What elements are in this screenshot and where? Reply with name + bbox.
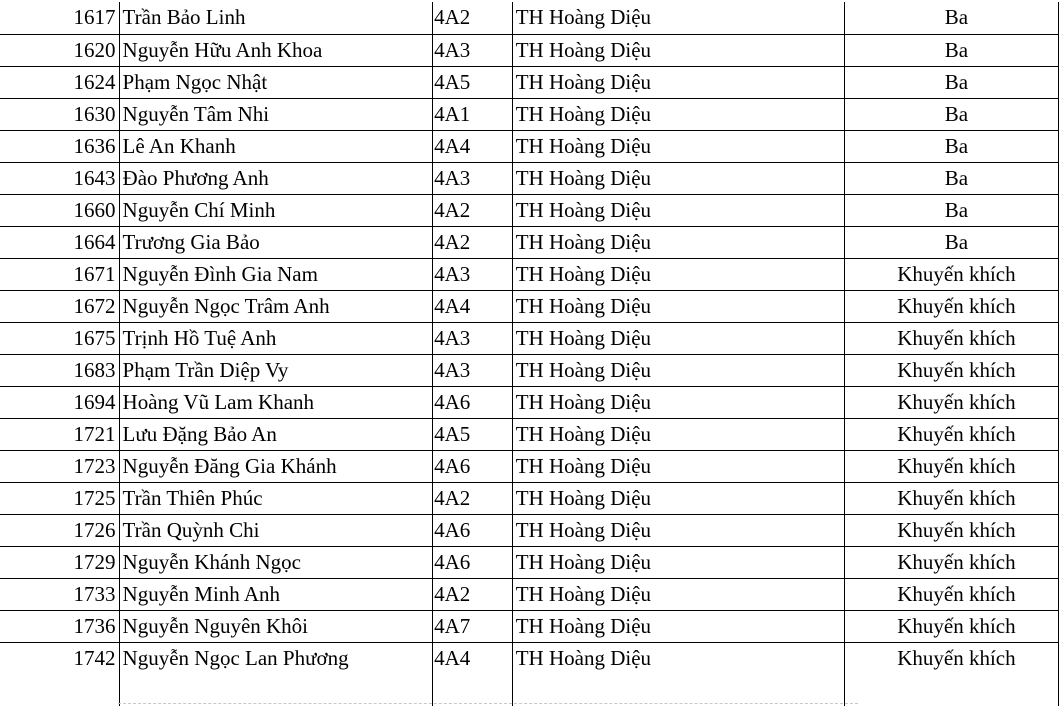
prize-cell[interactable]: Khuyến khích [844, 258, 1058, 290]
school-cell[interactable]: TH Hoàng Diệu [512, 642, 844, 706]
table-row [0, 98, 1059, 130]
student-id-cell[interactable]: 1672 [0, 290, 119, 322]
prize-cell[interactable]: Khuyến khích [844, 610, 1058, 642]
table-row [0, 514, 1059, 546]
table-row [0, 482, 1059, 514]
class-cell[interactable]: 4A3 [432, 258, 512, 290]
prize-cell[interactable]: Ba [844, 98, 1058, 130]
student-id-cell[interactable]: 1721 [0, 418, 119, 450]
student-id-cell[interactable]: 1624 [0, 66, 119, 98]
prize-cell[interactable]: Ba [844, 130, 1058, 162]
class-cell[interactable]: 4A4 [432, 642, 512, 706]
student-name-cell[interactable]: Nguyễn Ngọc Lan Phương [119, 642, 432, 706]
student-name-cell[interactable]: Nguyễn Chí Minh [119, 194, 432, 226]
page-break-line [118, 703, 858, 705]
table-row [0, 354, 1059, 386]
prize-cell[interactable]: Ba [844, 66, 1058, 98]
student-name-cell[interactable]: Phạm Trần Diệp Vy [119, 354, 432, 386]
student-name-cell[interactable]: Trần Thiên Phúc [119, 482, 432, 514]
class-cell[interactable]: 4A5 [432, 66, 512, 98]
class-cell[interactable]: 4A6 [432, 386, 512, 418]
school-cell[interactable]: TH Hoàng Diệu [512, 578, 844, 610]
table-row [0, 194, 1059, 226]
prize-cell[interactable]: Ba [844, 226, 1058, 258]
school-cell[interactable]: TH Hoàng Diệu [512, 546, 844, 578]
school-cell[interactable]: TH Hoàng Diệu [512, 290, 844, 322]
student-name-cell[interactable]: Nguyễn Minh Anh [119, 578, 432, 610]
class-cell[interactable]: 4A2 [432, 226, 512, 258]
prize-cell[interactable]: Khuyến khích [844, 578, 1058, 610]
table-row [0, 66, 1059, 98]
class-cell[interactable]: 4A2 [432, 194, 512, 226]
student-name-cell[interactable]: Trương Gia Bảo [119, 226, 432, 258]
student-id-cell[interactable]: 1729 [0, 546, 119, 578]
table-row [0, 610, 1059, 642]
table-row [0, 2, 1059, 34]
school-cell[interactable]: TH Hoàng Diệu [512, 2, 844, 34]
student-name-cell[interactable]: Nguyễn Tâm Nhi [119, 98, 432, 130]
class-cell[interactable]: 4A3 [432, 162, 512, 194]
student-id-cell[interactable]: 1660 [0, 194, 119, 226]
class-cell[interactable]: 4A7 [432, 610, 512, 642]
student-id-cell[interactable]: 1636 [0, 130, 119, 162]
prize-cell[interactable]: Khuyến khích [844, 514, 1058, 546]
prize-cell[interactable]: Khuyến khích [844, 642, 1058, 706]
class-cell[interactable]: 4A3 [432, 354, 512, 386]
student-name-cell[interactable]: Trần Quỳnh Chi [119, 514, 432, 546]
prize-cell[interactable]: Ba [844, 2, 1058, 34]
school-cell[interactable]: TH Hoàng Diệu [512, 162, 844, 194]
prize-cell[interactable]: Khuyến khích [844, 546, 1058, 578]
table-row [0, 130, 1059, 162]
table-row [0, 386, 1059, 418]
prize-cell[interactable]: Ba [844, 162, 1058, 194]
prize-cell[interactable]: Khuyến khích [844, 450, 1058, 482]
class-cell[interactable]: 4A6 [432, 514, 512, 546]
school-cell[interactable]: TH Hoàng Diệu [512, 194, 844, 226]
student-id-cell[interactable]: 1683 [0, 354, 119, 386]
school-cell[interactable]: TH Hoàng Diệu [512, 386, 844, 418]
prize-cell[interactable]: Ba [844, 194, 1058, 226]
student-name-cell[interactable]: Nguyễn Khánh Ngọc [119, 546, 432, 578]
school-cell[interactable]: TH Hoàng Diệu [512, 322, 844, 354]
school-cell[interactable]: TH Hoàng Diệu [512, 418, 844, 450]
school-cell[interactable]: TH Hoàng Diệu [512, 226, 844, 258]
table-row [0, 642, 1059, 706]
student-name-cell[interactable]: Hoàng Vũ Lam Khanh [119, 386, 432, 418]
table-row [0, 162, 1059, 194]
student-name-cell[interactable]: Nguyễn Ngọc Trâm Anh [119, 290, 432, 322]
class-cell[interactable]: 4A4 [432, 290, 512, 322]
school-cell[interactable]: TH Hoàng Diệu [512, 98, 844, 130]
student-name-cell[interactable]: Phạm Ngọc Nhật [119, 66, 432, 98]
student-id-cell[interactable]: 1671 [0, 258, 119, 290]
table-row [0, 418, 1059, 450]
results-table-body [0, 2, 1059, 706]
student-id-cell[interactable]: 1725 [0, 482, 119, 514]
student-id-cell[interactable]: 1675 [0, 322, 119, 354]
prize-cell[interactable]: Khuyến khích [844, 386, 1058, 418]
table-row [0, 290, 1059, 322]
table-row [0, 450, 1059, 482]
student-name-cell[interactable]: Nguyễn Đăng Gia Khánh [119, 450, 432, 482]
school-cell[interactable]: TH Hoàng Diệu [512, 258, 844, 290]
prize-cell[interactable]: Khuyến khích [844, 322, 1058, 354]
prize-cell[interactable]: Khuyến khích [844, 418, 1058, 450]
student-name-cell[interactable]: Nguyễn Đình Gia Nam [119, 258, 432, 290]
prize-cell[interactable]: Khuyến khích [844, 290, 1058, 322]
student-name-cell[interactable]: Đào Phương Anh [119, 162, 432, 194]
class-cell[interactable]: 4A4 [432, 130, 512, 162]
class-cell[interactable]: 4A1 [432, 98, 512, 130]
student-id-cell[interactable]: 1617 [0, 2, 119, 34]
school-cell[interactable]: TH Hoàng Diệu [512, 514, 844, 546]
class-cell[interactable]: 4A5 [432, 418, 512, 450]
student-id-cell[interactable]: 1736 [0, 610, 119, 642]
student-id-cell[interactable]: 1620 [0, 34, 119, 66]
student-id-cell[interactable]: 1694 [0, 386, 119, 418]
table-row [0, 578, 1059, 610]
class-cell[interactable]: 4A2 [432, 578, 512, 610]
student-name-cell[interactable]: Lưu Đặng Bảo An [119, 418, 432, 450]
school-cell[interactable]: TH Hoàng Diệu [512, 450, 844, 482]
student-name-cell[interactable]: Trần Bảo Linh [119, 2, 432, 34]
results-table [0, 2, 1059, 706]
class-cell[interactable]: 4A6 [432, 546, 512, 578]
table-row [0, 226, 1059, 258]
student-id-cell[interactable]: 1643 [0, 162, 119, 194]
student-name-cell[interactable]: Nguyễn Hữu Anh Khoa [119, 34, 432, 66]
class-cell[interactable]: 4A2 [432, 2, 512, 34]
school-cell[interactable]: TH Hoàng Diệu [512, 130, 844, 162]
student-id-cell[interactable]: 1733 [0, 578, 119, 610]
class-cell[interactable]: 4A6 [432, 450, 512, 482]
school-cell[interactable]: TH Hoàng Diệu [512, 482, 844, 514]
prize-cell[interactable]: Khuyến khích [844, 482, 1058, 514]
school-cell[interactable]: TH Hoàng Diệu [512, 34, 844, 66]
student-id-cell[interactable]: 1630 [0, 98, 119, 130]
school-cell[interactable]: TH Hoàng Diệu [512, 354, 844, 386]
table-row [0, 34, 1059, 66]
student-name-cell[interactable]: Nguyễn Nguyên Khôi [119, 610, 432, 642]
student-name-cell[interactable]: Lê An Khanh [119, 130, 432, 162]
prize-cell[interactable]: Khuyến khích [844, 354, 1058, 386]
student-id-cell[interactable]: 1664 [0, 226, 119, 258]
student-id-cell[interactable]: 1726 [0, 514, 119, 546]
student-id-cell[interactable]: 1723 [0, 450, 119, 482]
class-cell[interactable]: 4A3 [432, 34, 512, 66]
student-name-cell[interactable]: Trịnh Hồ Tuệ Anh [119, 322, 432, 354]
school-cell[interactable]: TH Hoàng Diệu [512, 610, 844, 642]
student-id-cell[interactable]: 1742 [0, 642, 119, 706]
table-row [0, 258, 1059, 290]
school-cell[interactable]: TH Hoàng Diệu [512, 66, 844, 98]
prize-cell[interactable]: Ba [844, 34, 1058, 66]
table-row [0, 546, 1059, 578]
class-cell[interactable]: 4A3 [432, 322, 512, 354]
class-cell[interactable]: 4A2 [432, 482, 512, 514]
table-row [0, 322, 1059, 354]
